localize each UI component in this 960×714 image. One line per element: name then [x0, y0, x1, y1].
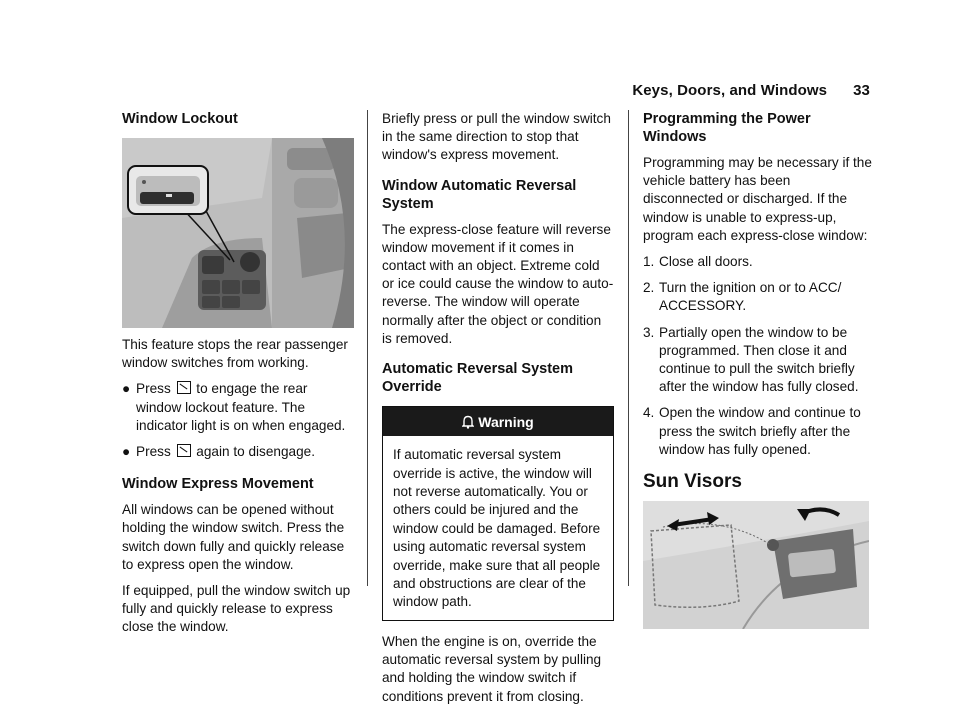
- step-number: 4.: [643, 405, 655, 421]
- column-divider: [367, 110, 368, 586]
- column-divider: [628, 110, 629, 586]
- express-paragraph-1: All windows can be opened without holding the window switch. Press the switch down fully and quickly release to express open the window.: [122, 502, 345, 572]
- step-text: Close all doors.: [659, 254, 753, 270]
- column-3: [643, 110, 873, 629]
- step-text: Partially open the window to be programmed. Then close it and continue to pull the switch briefly after the window has fully closed.: [659, 324, 859, 395]
- warning-box: [382, 406, 614, 621]
- window-lockout-icon: [177, 444, 191, 457]
- auto-reversal-paragraph: The express-close feature will reverse window movement if it comes in contact with an object. Extreme cold or ice could cause the window to auto-reverse. The window will operate normally after the object or condition is removed.: [382, 221, 614, 346]
- override-heading: Automatic Reversal System Override: [382, 361, 573, 396]
- bullet-text: Press: [136, 381, 175, 397]
- bullet-text: Press: [136, 444, 175, 460]
- step-number: 3.: [643, 324, 655, 340]
- sun-visors-heading: Sun Visors: [643, 471, 742, 493]
- lockout-intro: This feature stops the rear passenger window switches from working.: [122, 337, 348, 371]
- express-heading: Window Express Movement: [122, 476, 314, 493]
- bullet-icon: ●: [122, 444, 131, 460]
- column-1: [122, 110, 354, 645]
- step-text: Turn the ignition on or to ACC/ ACCESSORY.: [659, 280, 842, 314]
- window-lockout-heading: Window Lockout: [122, 111, 238, 127]
- window-lockout-icon: [177, 381, 191, 394]
- warning-bell-icon: [462, 415, 474, 429]
- step-text: Open the window and continue to press the switch briefly after the window has fully opened.: [659, 405, 861, 457]
- override-paragraph: When the engine is on, override the automatic reversal system by pulling and holding the window switch if conditions prevent it from closing.: [382, 633, 602, 704]
- step-number: 2.: [643, 280, 655, 296]
- programming-heading: Programming the Power Windows: [643, 111, 811, 145]
- warning-text: If automatic reversal system override is active, the window will not reverse automatically. You or others could be injured and the window could be damaged. Before using automatic reversal system override, make sure that all people and obstructions are clear of the window path.: [393, 447, 601, 610]
- page-number: 33: [853, 82, 870, 99]
- window-lockout-illustration: [122, 138, 354, 328]
- express-stop-paragraph: Briefly press or pull the window switch in the same direction to stop that window's express movement.: [382, 111, 611, 163]
- list-item: [122, 380, 354, 435]
- column-2: [382, 110, 614, 714]
- step-number: 1.: [643, 254, 655, 270]
- list-item: [122, 443, 354, 461]
- auto-reversal-heading: Window Automatic Reversal System: [382, 177, 577, 212]
- section-title: Keys, Doors, and Windows: [632, 82, 828, 99]
- list-item: [643, 324, 873, 397]
- bullet-icon: ●: [122, 381, 131, 397]
- list-item: [643, 253, 873, 271]
- warning-header: [383, 407, 613, 436]
- express-paragraph-2: If equipped, pull the window switch up fully and quickly release to express close the window.: [122, 583, 351, 635]
- running-header: [632, 82, 870, 99]
- programming-paragraph: Programming may be necessary if the vehicle battery has been disconnected or discharged. If the window is unable to express-up, program each express-close window:: [643, 155, 872, 243]
- list-item: [643, 279, 873, 315]
- bullet-text: again to disengage.: [192, 444, 315, 460]
- list-item: [643, 404, 873, 459]
- sun-visor-illustration: [643, 501, 869, 629]
- bullet-text: to engage the rear window lockout feature. The indicator light is on when engaged.: [136, 381, 346, 433]
- warning-label: Warning: [478, 414, 534, 431]
